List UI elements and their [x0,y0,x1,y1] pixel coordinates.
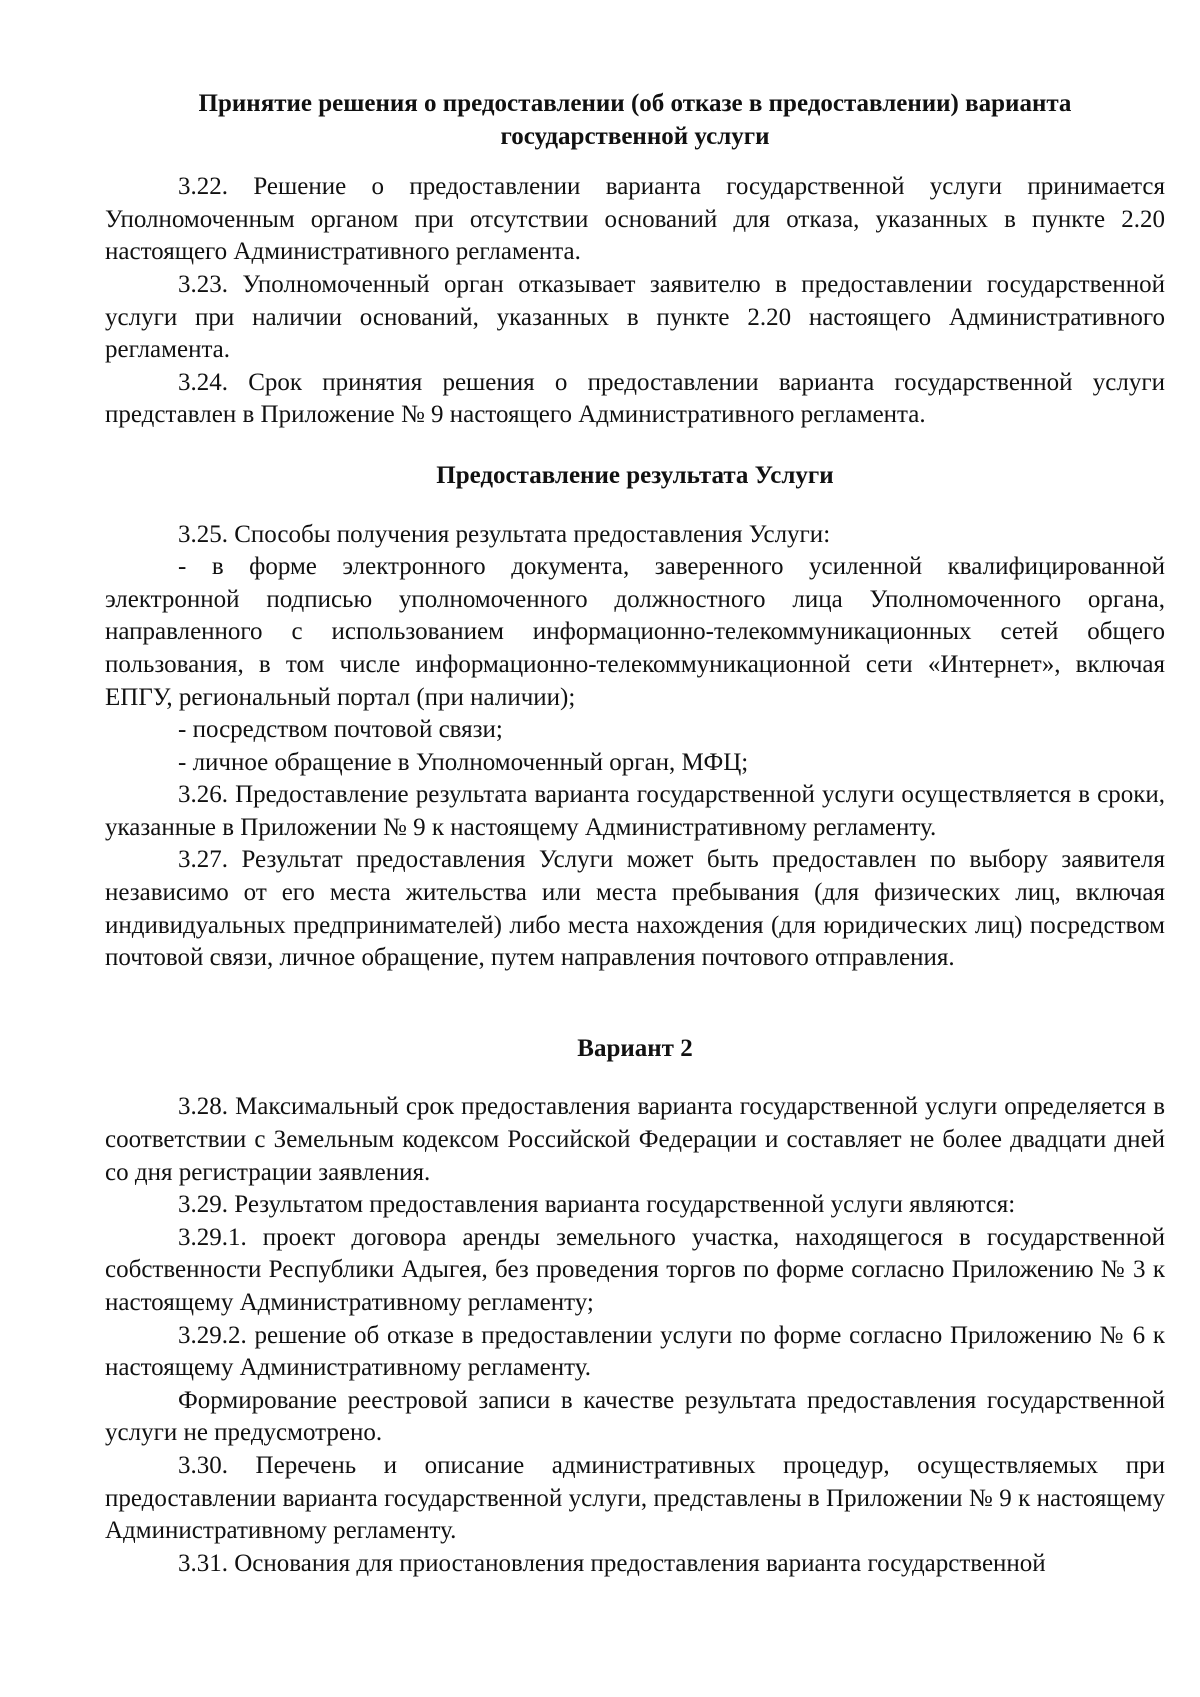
paragraph-3-26: 3.26. Предоставление результата варианта государственной услуги осуществляется в сроки, указанные в Приложении № 9 к настоящему Административному регламенту. [105,781,1165,841]
section-heading-decision: Принятие решения о предоставлении (об отказе в предоставлении) варианта государственной услуги [198,90,1072,150]
paragraph-3-22: 3.22. Решение о предоставлении варианта государственной услуги принимается Уполномоченным органом при отсутствии оснований для отказа, указанных в пункте 2.20 настоящего Административного регламента. [105,173,1165,266]
document-page [105,88,1165,1580]
paragraph-3-29-1: 3.29.1. проект договора аренды земельного участка, находящегося в государственной собственности Республики Адыгея, без проведения торгов по форме согласно Приложению № 3 к настоящему Административному регламенту; [105,1223,1165,1316]
paragraph-3-29-2: 3.29.2. решение об отказе в предоставлении услуги по форме согласно Приложению № 6 к настоящему Административному регламенту. [105,1321,1165,1382]
paragraph-3-25: 3.25. Способы получения результата предоставления Услуги: [178,520,831,548]
paragraph-3-23: 3.23. Уполномоченный орган отказывает заявителю в предоставлении государственной услуги при наличии оснований, указанных в пункте 2.20 настоящего Административного регламента. [105,270,1165,364]
paragraph-3-30: 3.30. Перечень и описание административных процедур, осуществляемых при предоставлении варианта государственной услуги, представлены в Приложении № 9 к настоящему Административному регламенту. [105,1451,1165,1545]
paragraph-3-28: 3.28. Максимальный срок предоставления варианта государственной услуги определяется в соответствии с Земельным кодексом Российской Федерации и составляет не более двадцати дней со дня регистрации заявления. [105,1093,1165,1186]
list-item-personal: - личное обращение в Уполномоченный орган, МФЦ; [178,748,749,776]
list-item-postal: - посредством почтовой связи; [178,716,503,744]
paragraph-registry-record: Формирование реестровой записи в качестве результата предоставления государственной услуги не предусмотрено. [105,1386,1165,1447]
paragraph-3-27: 3.27. Результат предоставления Услуги может быть предоставлен по выбору заявителя независимо от его места жительства или места пребывания (для физических лиц, включая индивидуальных предпринимателей) либо места нахождения (для юридических лиц) посредством почтовой связи, личное обращение, путем направления почтового отправления. [105,846,1165,972]
section-heading-variant-2: Вариант 2 [577,1034,693,1062]
paragraph-3-24: 3.24. Срок принятия решения о предоставлении варианта государственной услуги представлен в Приложение № 9 настоящего Административного регламента. [105,368,1165,429]
paragraph-3-31: 3.31. Основания для приостановления предоставления варианта государственной [178,1549,1046,1577]
paragraph-3-29: 3.29. Результатом предоставления варианта государственной услуги являются: [178,1191,1016,1219]
list-item-electronic: - в форме электронного документа, заверенного усиленной квалифицированной электронной подписью уполномоченного должностного лица Уполномоченного органа, направленного с использованием информационно-телекоммуникационных сетей общего пользования, в том числе информационно-телекоммуникационной сети «Интернет», включая ЕПГУ, региональный портал (при наличии); [105,553,1165,711]
section-heading-result: Предоставление результата Услуги [436,461,834,489]
